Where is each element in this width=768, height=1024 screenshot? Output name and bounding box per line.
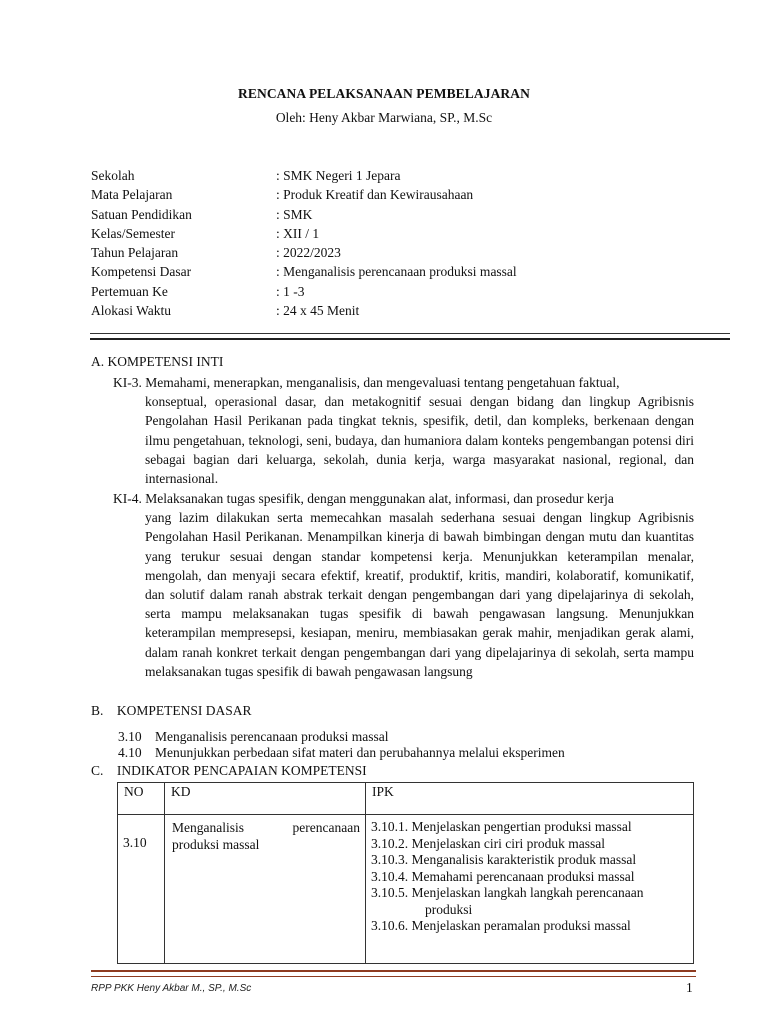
identity-label: Kelas/Semester <box>91 225 175 241</box>
kd-item <box>118 745 565 761</box>
identity-label: Satuan Pendidikan <box>91 206 192 222</box>
identity-value: : SMK <box>276 206 313 222</box>
footer-text: RPP PKK Heny Akbar M., SP., M.Sc <box>91 983 252 994</box>
identity-value: : SMK Negeri 1 Jepara <box>276 168 401 183</box>
table-row <box>118 815 694 964</box>
identity-row <box>91 168 517 187</box>
identity-table <box>91 168 517 322</box>
row-ipk <box>366 815 694 964</box>
row-kd <box>165 815 366 964</box>
ki3-first-line: KI-3. Memahami, menerapkan, menganalisis, dan mengevaluasi tentang pengetahuan faktual, <box>113 375 620 390</box>
kd-text: Menunjukkan perbedaan sifat materi dan perubahannya melalui eksperimen <box>155 744 565 760</box>
identity-label: Kompetensi Dasar <box>91 264 192 280</box>
kd-text: Menganalisis perencanaan produksi massal <box>155 729 389 744</box>
ki3-continuation: konseptual, operasional dasar, dan metakognitif sesuai dengan bidang dan lingkup Agribisnis Pengolahan Hasil Perikanan pada tingkat teknis, spesifik, detil, dan kompleks, berkenaan dengan ilmu pengetahuan, teknologi, seni, budaya, dan humaniora dalam konteks pengembangan potensi diri sebagai bagian dari keluarga, sekolah, dunia kerja, warga masyarakat nasional, regional, dan internasional. <box>145 394 694 487</box>
footer-divider-thin <box>91 976 696 977</box>
row-no: 3.10 <box>118 815 165 964</box>
ipk-item-continuation: produksi <box>425 901 473 917</box>
column-header-no: NO <box>118 783 165 815</box>
identity-row <box>91 226 517 245</box>
ipk-item: 3.10.6. Menjelaskan peramalan produksi massal <box>371 918 631 933</box>
kd-number: 3.10 <box>118 729 142 744</box>
identity-row <box>91 207 517 226</box>
kd-item <box>118 729 565 745</box>
page-number: 1 <box>686 980 693 995</box>
identity-value: : Menganalisis perencanaan produksi massal <box>276 264 517 280</box>
ipk-item: 3.10.1. Menjelaskan pengertian produksi massal <box>371 819 632 834</box>
identity-label: Alokasi Waktu <box>91 303 172 319</box>
ipk-table-header-row <box>118 783 694 815</box>
ki4-paragraph <box>113 489 694 681</box>
ipk-item: 3.10.5. Menjelaskan langkah langkah perencanaan <box>371 885 644 900</box>
identity-label: Pertemuan Ke <box>91 283 168 299</box>
identity-value: : 1 -3 <box>276 283 305 299</box>
column-header-ipk: IPK <box>366 783 694 815</box>
identity-row <box>91 245 517 264</box>
ki4-continuation: yang lazim dilakukan serta memecahkan masalah sederhana sesuai dengan lingkup Agribisnis Pengolahan Hasil Perikanan. Menampilkan kinerja di bawah bimbingan dengan mutu dan kuantitas yang terukur sesuai dengan standar kompetensi kerja. Menunjukkan keterampilan menalar, mengolah, dan menyaji secara efektif, kreatif, produktif, kritis, mandiri, kolaboratif, komunikatif, dan solutif dalam ranah abstrak terkait dengan pengembangan dari yang dipelajarinya di sekolah, serta mampu melaksanakan tugas spesifik di bawah pengawasan langsung. Menunjukkan keterampilan mempresepsi, kesiapan, meniru, membiasakan gerak mahir, menjadikan gerak alami, dalam ranah konkret terkait dengan pengembangan dari yang dipelajarinya di sekolah, serta mampu melaksanakan tugas spesifik di bawah pengawasan langsung <box>145 510 694 679</box>
identity-value: : Produk Kreatif dan Kewirausahaan <box>276 187 474 203</box>
document-author: Oleh: Heny Akbar Marwiana, SP., M.Sc <box>275 110 493 125</box>
identity-row <box>91 284 517 303</box>
document-title: RENCANA PELAKSANAAN PEMBELAJARAN <box>238 86 530 101</box>
kd-list <box>118 729 565 760</box>
kd-number: 4.10 <box>118 744 142 760</box>
row-kd-text: Menganalisis perencanaan produksi massal <box>172 820 360 852</box>
section-a-heading: A. KOMPETENSI INTI <box>91 354 224 369</box>
identity-label: Sekolah <box>91 168 135 183</box>
identity-label: Mata Pelajaran <box>91 187 173 203</box>
identity-row <box>91 264 517 283</box>
identity-label: Tahun Pelajaran <box>91 245 179 261</box>
identity-row <box>91 187 517 206</box>
section-c-heading: C. INDIKATOR PENCAPAIAN KOMPETENSI <box>91 763 367 778</box>
header-divider-thin <box>90 333 730 334</box>
section-b-heading: B. KOMPETENSI DASAR <box>91 703 252 718</box>
ipk-table <box>117 782 694 964</box>
ipk-item: 3.10.4. Memahami perencanaan produksi massal <box>371 868 635 884</box>
ipk-item: 3.10.2. Menjelaskan ciri ciri produk massal <box>371 835 605 851</box>
ki3-paragraph <box>113 373 694 488</box>
identity-value: : XII / 1 <box>276 225 320 241</box>
column-header-kd: KD <box>165 783 366 815</box>
identity-row <box>91 303 517 322</box>
footer-divider-thick <box>91 970 696 972</box>
ipk-item: 3.10.3. Menganalisis karakteristik produk massal <box>371 852 637 867</box>
header-divider-thick <box>90 338 730 340</box>
identity-value: : 2022/2023 <box>276 245 341 261</box>
ki4-first-line: KI-4. Melaksanakan tugas spesifik, dengan menggunakan alat, informasi, dan prosedur kerja <box>113 491 614 506</box>
identity-value: : 24 x 45 Menit <box>276 303 360 319</box>
